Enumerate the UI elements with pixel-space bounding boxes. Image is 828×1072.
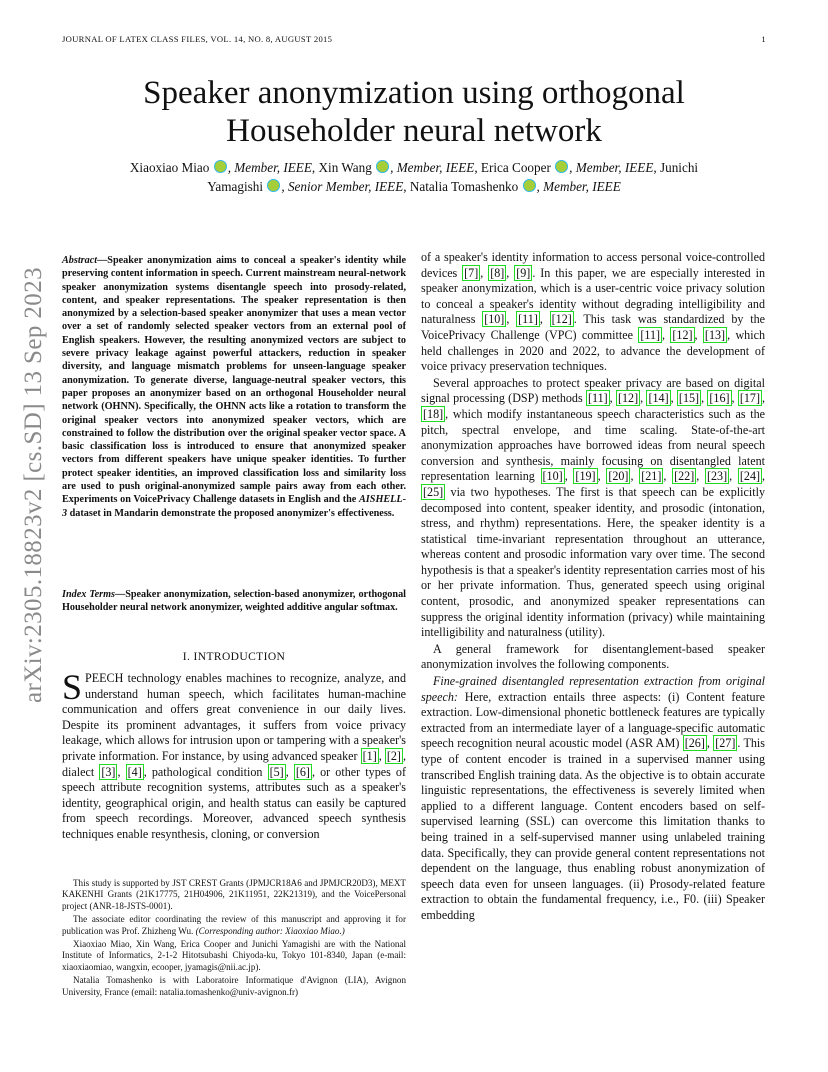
citation-link[interactable]: [11] xyxy=(518,312,538,327)
citation-link[interactable]: [8] xyxy=(490,265,505,280)
citation-link[interactable]: [6] xyxy=(295,764,310,779)
author-name: , Xin Wang xyxy=(311,160,372,175)
intro-paragraph: SPEECH technology enables machines to recognize, analyze, and understand human speech, which facilitates human-machine communication and offers great convenience in our daily lives. Despite its prominent advantages, it suffers from voice privacy leakage, which allows for intrusion upon or tampering with a speaker's private information. For instance, by using advanced speaker [1] , [2] , dialect [3] , [4] , pathological condition [5] , [6] , or other types of speech attribute recognition systems, attributes such as a speaker's identity, geographical origin, and health status can easily be captured from speech recordings. Moreover, advanced speech synthesis techniques enable resynthesis, cloning, or conversion xyxy=(62,667,407,841)
arxiv-stamp xyxy=(14,266,54,704)
dataset-name: AISHELL-3 xyxy=(62,494,406,519)
citation-link[interactable]: [15] xyxy=(678,391,700,406)
orcid-icon[interactable] xyxy=(214,160,227,173)
citation-link[interactable]: [13] xyxy=(704,327,726,342)
orcid-icon[interactable] xyxy=(376,160,389,173)
footnote-affiliation-lia: Natalia Tomashenko is with Laboratoire Informatique d'Avignon (LIA), Avignon University, France (email: natalia.tomashenko@univ-avignon.fr) xyxy=(62,975,406,997)
citation-link[interactable]: [25] xyxy=(423,484,444,499)
citation-link[interactable]: [12] xyxy=(551,312,572,327)
citation-link[interactable]: [23] xyxy=(706,469,728,484)
intro-text: , dialect xyxy=(62,748,406,779)
orcid-icon[interactable] xyxy=(523,179,536,192)
abstract xyxy=(62,254,406,520)
author-name: , Natalia Tomashenko xyxy=(403,179,519,194)
drop-cap: S xyxy=(62,667,83,707)
citation-link[interactable]: [12] xyxy=(672,327,693,342)
body-text: Here, extraction entails three aspects: (i) Content feature extraction. Low-dimensional phonetic bottleneck features are typically extracted from an intermediate layer of a language-specific automatic speech recognition neural acoustic model (ASR AM) xyxy=(421,689,765,751)
author-membership: , Member, IEEE xyxy=(536,179,621,194)
citation-link[interactable]: [19] xyxy=(575,469,596,484)
intro-text: PEECH technology enables machines to recognize, analyze, and understand human speech, which facilitates human-machine communication and offers great convenience in our daily lives. Despite its prominent advantages, it suffers from voice privacy leakage, which allows for intrusion upon or tampering with a speaker's private information. For instance, by using advanced speaker xyxy=(62,671,406,763)
author-list xyxy=(80,158,748,196)
index-terms xyxy=(62,588,406,615)
citation-link[interactable]: [7] xyxy=(464,265,479,280)
paragraph: of a speaker's identity information to access personal voice-controlled devices [7] , [8] , [9] . In this paper, we are especially interested in speaker anonymization, which is a user-centric voice privacy solution to conceal a speaker's identity without degrading intelligibility and naturalness [10] , [11] , [12] . This task was standardized by the VoicePrivacy Challenge (VPC) committee [11] , [12] , [13] , which held challenges in 2020 and 2022, to advance the development of voice privacy preservation techniques. xyxy=(421,250,766,374)
author-membership: , Member, IEEE xyxy=(390,160,475,175)
body-text: . This task was standardized by the VoicePrivacy Challenge (VPC) committee xyxy=(421,312,766,342)
paragraph: A general framework for disentanglement-based speaker anonymization involves the following components. xyxy=(421,641,765,672)
citation-link[interactable]: [18] xyxy=(423,406,444,421)
citation-link[interactable]: [4] xyxy=(127,764,142,779)
author-name: , Junichi xyxy=(653,160,699,175)
body-text: . In this paper, we are especially interested in speaker anonymization, which is a user-centric voice privacy solution to conceal a speaker's identity without degrading intelligibility and naturalness xyxy=(421,265,766,327)
body-text: , which modify instantaneous speech characteristics such as the pitch, spectral envelope, and time scaling. State-of-the-art anonymization approaches have borrowed ideas from neural speech conversion and synthesis, mainly focusing on disentangled latent representation learning xyxy=(421,406,765,484)
body-text: Several approaches to protect speaker privacy are based on digital signal processing (DSP) methods xyxy=(421,375,765,406)
intro-text: , pathological condition xyxy=(143,764,268,779)
footnote-funding: This study is supported by JST CREST Grants (JPMJCR18A6 and JPMJCR20D3), MEXT KAKENHI Grants (21K17775, 21H04906, 21K11951, 22K21319), and the VoicePersonal project (ANR-18-JSTS-0001). xyxy=(62,878,406,911)
footnote-affiliation-nii: Xiaoxiao Miao, Xin Wang, Erica Cooper and Junichi Yamagishi are with the National Institute of Informatics, 2-1-2 Hitotsubashi Chiyoda-ku, Tokyo 101-8340, Japan (e-mail: xiaoxiaomiao, wangxin, ecooper, jyamagis@nii.ac.jp). xyxy=(62,939,406,972)
right-column xyxy=(421,250,765,925)
citation-link[interactable]: [12] xyxy=(617,391,639,406)
citation-link[interactable]: [10] xyxy=(484,312,505,327)
paragraph: Fine-grained disentangled representation extraction from original speech: Here, extraction entails three aspects: (i) Content feature extraction. Low-dimensional phonetic bottleneck features are typically extracted from an intermediate layer of a language-specific automatic speech recognition neural acoustic model (ASR AM) [26] , [27] . This type of content encoder is trained in a supervised manner using transcribed English training data. As the objective is to obtain accurate linguistic representations, the effectiveness is severely limited when applied to a different language. Content encoders based on self-supervised learning (SSL) can overcome this limitation thanks to being trained in a self-supervised manner using unlabeled training data. Specifically, they can provide general content representations not dependent on the language, thus enabling robust anonymization of speech data even for unseen languages. (ii) Prosody-related feature extraction to obtain the fundamental frequency, i.e., F0. (iii) Speaker embedding xyxy=(421,674,765,922)
abstract-label: Abstract xyxy=(62,255,98,266)
corresponding-author: (Corresponding author: Xiaoxiao Miao.) xyxy=(195,925,345,936)
citation-link[interactable]: [22] xyxy=(674,469,695,484)
footnote-editor-text: The associate editor coordinating the review of this manuscript and approving it for publication was Prof. Zhizheng Wu. xyxy=(62,914,406,936)
orcid-icon[interactable] xyxy=(555,160,568,173)
citation-link[interactable]: [14] xyxy=(648,391,669,406)
citation-link[interactable]: [16] xyxy=(709,391,730,406)
citation-link[interactable]: [3] xyxy=(101,764,116,779)
citation-link[interactable]: [10] xyxy=(542,469,563,484)
citation-link[interactable]: [9] xyxy=(516,265,531,280)
author-membership: , Senior Member, IEEE xyxy=(281,179,404,194)
journal-name: JOURNAL OF LATEX CLASS FILES, VOL. 14, NO. 8, AUGUST 2015 xyxy=(62,34,333,44)
intro-text: , or other types of speech attribute recognition systems, attributes such as a speaker's identity, geographical origin, and health status can easily be captured from speech recordings. Moreover, advanced speech synthesis techniques enable resynthesis, cloning, or conversion xyxy=(62,764,407,841)
body-text: via two hypotheses. The first is that speech can be explicitly decomposed into content, speaker identity, and prosodic (intonation, stress, and rhythm) representations. Here, the speaker identity is a statistical time-invariant representation throughout an utterance, whereas content and prosodic information vary over time. The second hypothesis is that a speaker's identity representation carries most of his or her private information. Thus, generated speech using original content, prosodic, and anonymized speaker representations can suppress the original identity information (privacy) while maintaining intelligibility and naturalness (utility). xyxy=(421,484,765,640)
citation-link[interactable]: [11] xyxy=(587,391,608,406)
paragraph: Several approaches to protect speaker privacy are based on digital signal processing (DSP) methods [11] , [12] , [14] , [15] , [16] , [17] , [18] , which modify instantaneous speech characteristics such as the pitch, spectral envelope, and time scaling. State-of-the-art anonymization approaches have borrowed ideas from neural speech conversion and synthesis, mainly focusing on disentangled latent representation learning [10] , [19] , [20] , [21] , [22] , [23] , [24] , [25] via two hypotheses. The first is that speech can be explicitly decomposed into content, speaker identity, and prosodic (intonation, stress, and rhythm) representations. Here, the speaker identity is a statistical time-invariant representation throughout an utterance, whereas content and prosodic information vary over time. The second hypothesis is that a speaker's identity representation carries most of his or her private information. Thus, generated speech using original content, prosodic, and anonymized speaker representations can suppress the original identity information (privacy) while maintaining intelligibility and naturalness (utility). xyxy=(421,375,766,640)
author-membership: , Member, IEEE xyxy=(569,160,654,175)
body-text: , which held challenges in 2020 and 2022, to advance the development of voice privacy preservation techniques. xyxy=(421,327,766,374)
author-name: Yamagishi xyxy=(207,179,264,194)
run-in-heading: Fine-grained disentangled representation extraction from original speech: xyxy=(421,674,765,704)
paper-title: Speaker anonymization using orthogonal Householder neural network xyxy=(143,75,685,149)
page-number: 1 xyxy=(761,34,766,44)
footnote-editor xyxy=(62,914,406,937)
running-header xyxy=(62,34,766,44)
citation-link[interactable]: [27] xyxy=(715,736,736,751)
body-text: . This type of content encoder is trained in a supervised manner using transcribed English training data. As the objective is to obtain accurate linguistic representations, the effectiveness is severely limited when applied to a different language. Content encoders based on self-supervised learning (SSL) can overcome this limitation thanks to being trained in a self-supervised manner using unlabeled training data. Specifically, they can provide general content representations not dependent on the language, thus enabling robust anonymization of speech data even for unseen languages. (ii) Prosody-related feature extraction to obtain the fundamental frequency, i.e., F0. (iii) Speaker embedding xyxy=(421,736,765,922)
section-heading: I. INTRODUCTION xyxy=(182,651,286,663)
index-terms-text: —Speaker anonymization, selection-based anonymizer, orthogonal Householder neural network anonymizer, weighted additive angular softmax. xyxy=(62,589,406,614)
citation-link[interactable]: [24] xyxy=(739,469,761,484)
author-membership: , Member, IEEE xyxy=(227,160,312,175)
orcid-icon[interactable] xyxy=(267,179,280,192)
citation-link[interactable]: [20] xyxy=(608,469,629,484)
footnotes xyxy=(62,878,406,1000)
body-text: of a speaker's identity information to access personal voice-controlled devices xyxy=(421,250,765,280)
abstract-text: —Speaker anonymization aims to conceal a speaker's identity while preserving content information in speech. Current mainstream neural-network speaker anonymization systems disentangle speech into prosody-related, content, and speaker representations. The speaker representation is then anonymized by a selection-based speaker anonymizer that uses a mean vector over a set of randomly selected speaker vectors from an external pool of English speakers. However, the resulting anonymized vectors are subject to severe privacy leakage against powerful attackers, reduction in speaker diversity, and language mismatch problems for unseen-language speaker anonymization. To generate diverse, language-neutral speaker vectors, this paper proposes an anonymizer based on an orthogonal Householder neural network (OHNN). Specifically, the OHNN acts like a rotation to transform the original speaker vectors into anonymized speaker vectors, which are constrained to follow the distribution over the original speaker vector space. A basic classification loss is introduced to ensure that anonymized speaker vectors from different speakers have unique speaker identities. To further protect speaker identities, an improved classification loss and similarity loss are used to push original-anonymized sample pairs away from each other. Experiments on VoicePrivacy Challenge datasets in English and the xyxy=(62,255,406,506)
arxiv-id: arXiv:2305.18823v2 [cs.SD] 13 Sep 2023 xyxy=(20,266,47,704)
index-terms-label: Index Terms xyxy=(62,589,115,600)
citation-link[interactable]: [26] xyxy=(684,736,705,751)
citation-link[interactable]: [17] xyxy=(739,391,761,406)
citation-link[interactable]: [2] xyxy=(386,748,401,763)
citation-link[interactable]: [21] xyxy=(641,469,662,484)
citation-link[interactable]: [5] xyxy=(269,764,284,779)
abstract-text-end: dataset in Mandarin demonstrate the proposed anonymizer's effectiveness. xyxy=(67,507,395,519)
citation-link[interactable]: [11] xyxy=(640,327,661,342)
citation-link[interactable]: [1] xyxy=(362,748,377,763)
author-name: Xiaoxiao Miao xyxy=(129,160,210,175)
author-name: , Erica Cooper xyxy=(474,160,551,175)
